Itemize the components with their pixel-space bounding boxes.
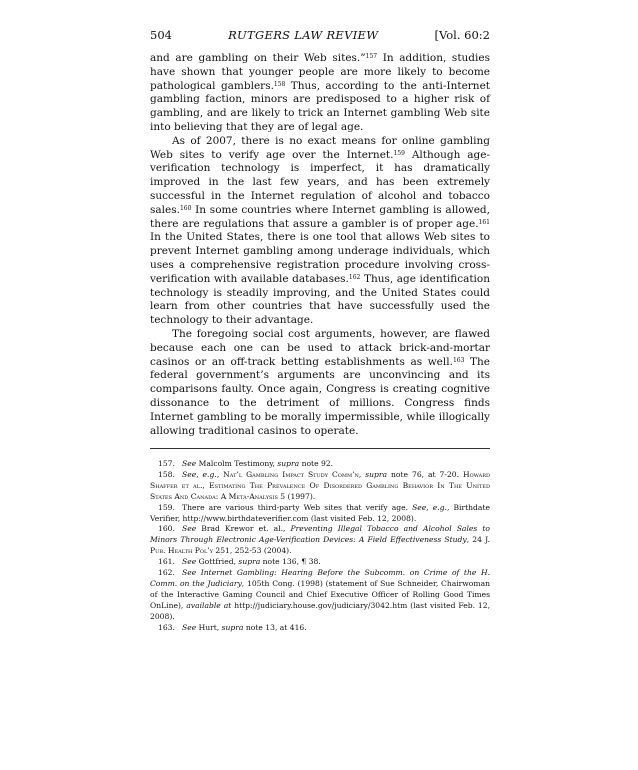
signal: supra: [238, 557, 261, 567]
footnote-ref-158[interactable]: 158: [273, 80, 286, 88]
signal: See: [182, 459, 197, 468]
footnote-number: 159.: [158, 502, 175, 512]
volume-label: [Vol. 60:2: [434, 28, 490, 42]
running-header: [150, 28, 490, 42]
signal: See: [182, 568, 197, 578]
text-run: , 105th Cong. (1998) (statement of Sue Schneider, Chairwoman of the Interactive Gaming Council and Chief Executive Officer of Rolling Good Times OnLine),: [150, 578, 490, 610]
body-text: [150, 52, 490, 438]
footnote-157: [150, 459, 490, 470]
footnote-163: [150, 623, 490, 634]
footnote-number: 161.: [158, 557, 175, 567]
text-run: Thus, age identification technology is steadily improving, and the United States could learn from other countries that have successfully used the technology to their advantage.: [150, 272, 490, 327]
text-run: Thus, according to the anti-Internet gambling faction, minors are predisposed to a higher risk of gambling, and are likely to trick an Internet gambling Web site into believing that they are of legal age.: [150, 79, 490, 133]
footnote-ref-159[interactable]: 159: [393, 149, 405, 157]
signal: supra: [361, 469, 388, 479]
paragraph-3: [150, 328, 490, 438]
text-run: There are various third-party Web sites that verify age.: [182, 502, 413, 512]
signal: See: [182, 622, 197, 632]
source-title: Nat’l Gambling Impact Study Comm’n,: [219, 469, 362, 479]
source-title: Howard Shaffer et al., Estimating The Prevalence Of Disordered Gambling Behavior In The United States And Canada: A Meta-Analysis: [150, 469, 490, 501]
footnote-number: 163.: [158, 622, 175, 632]
footnote-162: [150, 568, 490, 623]
footnote-number: 157.: [158, 459, 175, 468]
text-run: 5 (1997).: [277, 491, 316, 501]
text-run: note 13, at 416.: [243, 622, 307, 632]
footnote-ref-163[interactable]: 163: [452, 356, 465, 364]
text-run: Hurt,: [196, 622, 222, 632]
signal: See, e.g.,: [412, 502, 450, 512]
signal: See: [182, 557, 197, 567]
journal-title: RUTGERS LAW REVIEW: [228, 28, 379, 42]
footnote-161: [150, 557, 490, 568]
footnote-number: 158.: [158, 469, 175, 479]
text-run: note 92.: [299, 459, 334, 468]
signal: See, e.g.,: [182, 469, 220, 479]
footnote-ref-160[interactable]: 160: [179, 204, 192, 212]
text-run: As of 2007, there is no exact means for online gambling Web sites to verify age over the Internet.: [150, 134, 490, 161]
article-title: Internet Gambling: Hearing Before the Subcomm. on Crime of the H. Comm. on the Judiciary: [150, 568, 490, 588]
text-run: and are gambling on their Web sites.”: [150, 52, 366, 64]
footnote-ref-157[interactable]: 157: [365, 53, 378, 60]
signal: supra: [221, 622, 244, 632]
footnote-ref-162[interactable]: 162: [348, 273, 361, 281]
source-title: J. Pub. Health Pol’y: [150, 535, 490, 556]
text-run: The federal government’s arguments are unconvincing and its comparisons faulty. Once again, Congress is creating cognitive dissonance to the detriment of millions. Congress finds Internet gambling to be morally impermissible, while illogically allowing traditional casinos to operate.: [150, 355, 490, 437]
footnote-160: [150, 524, 490, 557]
text-run: http://judiciary.house.gov/judiciary/3042.htm (last visited Feb. 12, 2008).: [150, 600, 490, 621]
footnote-158: [150, 470, 490, 503]
text-run: 251, 252-53 (2004).: [212, 546, 292, 556]
text-run: Malcolm Testimony,: [196, 459, 278, 468]
text-run: , 24: [466, 535, 486, 545]
text-run: Birthdate Verifier, http://www.birthdateverifier.com (last visited Feb. 12, 2008).: [150, 502, 490, 523]
text-run: In addition, studies have shown that younger people are more likely to become pathological gamblers.: [150, 52, 490, 92]
text-run: In some countries where Internet gambling is allowed, there are regulations that assure a gambler is of proper age.: [150, 203, 490, 230]
text-run: note 136, ¶ 38.: [260, 557, 321, 567]
text-run: note 76, at 7-20.: [387, 469, 463, 479]
footnote-divider: [150, 448, 490, 449]
text-run: In the United States, there is one tool that allows Web sites to prevent Internet gambling among underage individuals, which uses a comprehensive registration procedure involving cross-verification with available databases.: [150, 231, 490, 285]
footnote-159: [150, 503, 490, 525]
footnotes: [150, 459, 490, 634]
footnote-number: 162.: [158, 568, 175, 578]
paragraph-1: [150, 52, 490, 135]
article-title: Preventing Illegal Tobacco and Alcohol Sales to Minors Through Electronic Age-Verification Devices: A Field Effectiveness Study: [150, 524, 490, 545]
footnote-ref-161[interactable]: 161: [478, 218, 490, 226]
text-run: Although age-verification technology is imperfect, it has dramatically improved in the last few years, and has been extremely successful in the Internet regulation of alcohol and tobacco sales.: [150, 148, 490, 216]
text-run: Brad Krewor et. al.,: [196, 524, 291, 534]
footnote-number: 160.: [158, 524, 175, 534]
signal: See: [182, 524, 197, 534]
signal: available at: [186, 600, 232, 610]
document-page: [150, 28, 490, 438]
paragraph-2: [150, 135, 490, 328]
signal: supra: [277, 459, 300, 468]
text-run: The foregoing social cost arguments, however, are flawed because each one can be used to attack brick-and-mortar casinos or an off-track betting establishments as well.: [150, 327, 490, 368]
page-number: 504: [150, 28, 172, 42]
text-run: Gottfried,: [196, 557, 239, 567]
